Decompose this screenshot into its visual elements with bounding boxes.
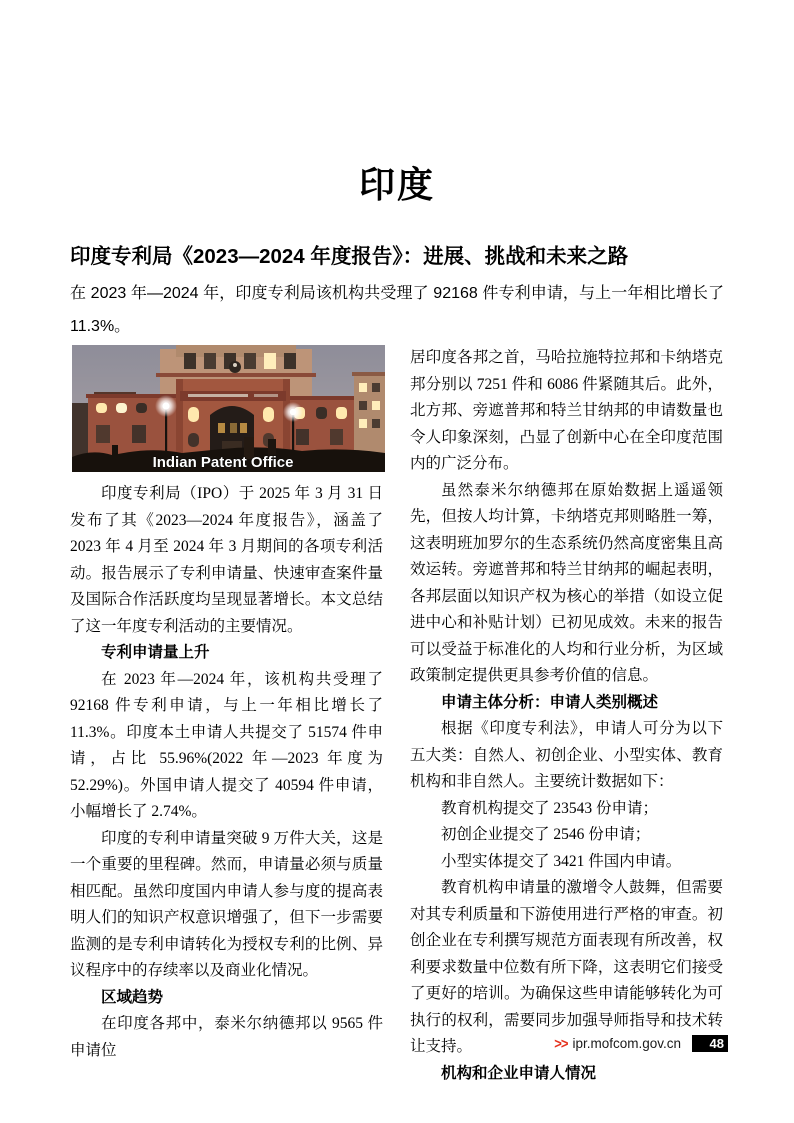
paragraph: 小型实体提交了 3421 件国内申请。 [441,852,682,870]
paragraph: 印度专利局（IPO）于 2025 年 3 月 31 日发布了其《2023—2024 年度报告》，涵盖了 2023 年 4 月至 2024 年 3 月期间的各项专利活动。报告展示了专利申请量、快速审查案件量及国际合作活跃度均呈现显著增长。本文总结了这一年度专利活动的主要情况。 [70,485,383,635]
two-column-body [70,345,724,1087]
section-subheading: 机构和企业申请人情况 [441,1064,597,1082]
image-caption: Indian Patent Office [152,454,294,471]
right-building [352,372,385,457]
page-number-badge: 48 [692,1035,728,1052]
article-heading: 印度专利局《2023—2024 年度报告》：进展、挑战和未来之路 [70,245,629,268]
left-column [70,345,383,1087]
page-footer [554,1035,728,1052]
paragraph: 虽然泰米尔纳德邦在原始数据上遥遥领先，但按人均计算，卡纳塔克邦则略胜一筹，这表明班加罗尔的生态系统仍然高度密集且高效运转。旁遮普邦和特兰甘纳邦的崛起表明，各邦层面以知识产权为核心的举措（如设立促进中心和补贴计划）已初见成效。未来的报告可以受益于标准化的人均和行业分析，为区域政策制定提供更具参考价值的信息。 [410,481,723,684]
paragraph: 居印度各邦之首，马哈拉施特拉邦和卡纳塔克邦分别以 7251 件和 6086 件紧随其后。此外，北方邦、旁遮普邦和特兰甘纳邦的申请数量也令人印象深刻，凸显了创新中心在全印度范围内的广泛分布。 [410,349,723,472]
right-column-blocks [410,345,723,1087]
patent-office-photo [72,345,385,472]
article-intro: 在 2023 年—2024 年，印度专利局该机构共受理了 92168 件专利申请，与上一年相比增长了 11.3%。 [70,285,724,335]
right-column [410,345,723,1087]
chevrons-icon: >> [554,1034,568,1053]
left-column-blocks [70,481,383,1064]
paragraph: 根据《印度专利法》，申请人可分为以下五大类：自然人、初创企业、小型实体、教育机构和非自然人。主要统计数据如下： [410,720,723,790]
section-subheading: 申请主体分析：申请人类别概述 [441,693,659,711]
page-title: 印度 [358,164,435,205]
paragraph: 在 2023 年—2024 年，该机构共受理了 92168 件专利申请，与上一年相比增长了 11.3%。印度本土申请人共提交了 51574 件申请，占比 55.96%(2022 年—2023 年度为 52.29%)。外国申请人提交了 40594 件申请，小幅增长了 2.74%。 [70,670,383,820]
paragraph: 教育机构提交了 23543 份申请； [441,799,659,817]
paragraph: 初创企业提交了 2546 份申请； [441,826,651,843]
section-subheading: 专利申请量上升 [101,644,210,661]
paragraph: 印度的专利申请量突破 9 万件大关，这是一个重要的里程碑。然而，申请量必须与质量相匹配。虽然印度国内申请人参与度的提高表明人们的知识产权意识增强了，但下一步需要监测的是专利申请转化为授权专利的比例、异议程序中的存续率以及商业化情况。 [70,829,383,979]
paragraph: 教育机构申请量的激增令人鼓舞，但需要对其专利质量和下游使用进行严格的审查。初创企业在专利撰写规范方面表现有所改善，权利要求数量中位数有所下降，这表明它们接受了更好的培训。为确保这些申请能够转化为可执行的权利，需要同步加强导师指导和技术转让支持。 [410,879,723,1055]
footer-site-url: ipr.mofcom.gov.cn [572,1036,681,1051]
section-subheading: 区域趋势 [101,988,164,1006]
paragraph: 在印度各邦中，泰米尔纳德邦以 9565 件申请位 [70,1015,383,1059]
